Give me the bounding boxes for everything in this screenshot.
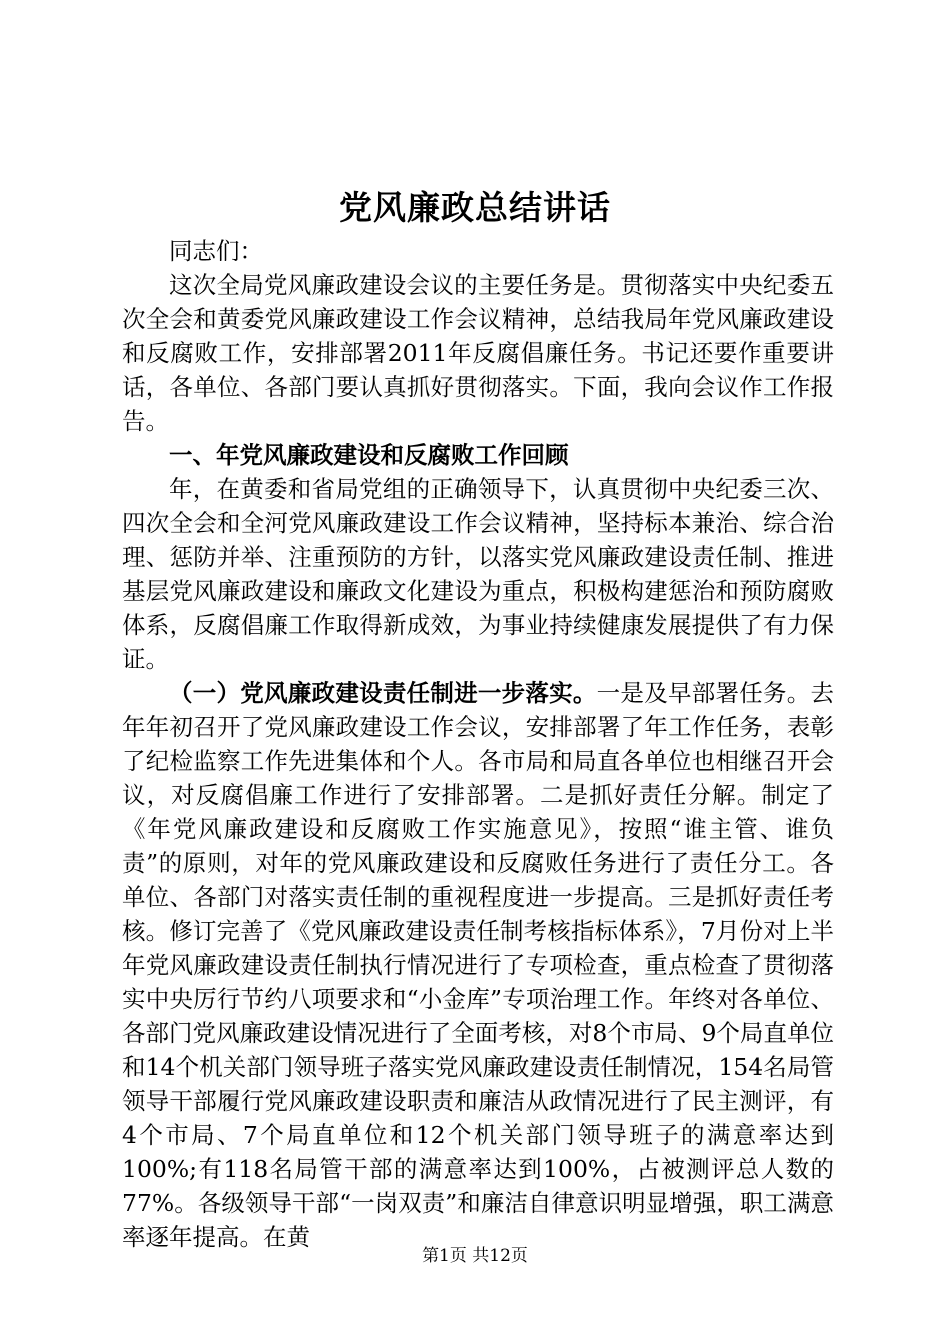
- salutation: 同志们：: [169, 237, 263, 265]
- paragraph-responsibility: [122, 676, 834, 1254]
- section-heading: 一、年党风廉政建设和反腐败工作回顾: [169, 441, 569, 469]
- document-title: 党风廉政总结讲话: [339, 188, 611, 227]
- document-body: [122, 234, 834, 1254]
- paragraph-review: 年，在黄委和省局党组的正确领导下，认真贯彻中央纪委三次、四次全会和全河党风廉政建设工作会议精神，坚持标本兼治、综合治理、惩防并举、注重预防的方针，以落实党风廉政建设责任制、推进基层党风廉政建设和廉政文化建设为重点，积极构建惩治和预防腐败体系，反腐倡廉工作取得新成效，为事业持续健康发展提供了有力保证。: [122, 475, 834, 673]
- subsection-heading: （一）党风廉政建设责任制进一步落实。: [169, 679, 597, 707]
- page-footer: 第1页 共12页: [422, 1246, 528, 1266]
- paragraph-intro: 这次全局党风廉政建设会议的主要任务是。贯彻落实中央纪委五次全会和黄委党风廉政建设工作会议精神，总结我局年党风廉政建设和反腐败工作，安排部署2011年反腐倡廉任务。书记还要作重要讲话，各单位、各部门要认真抓好贯彻落实。下面，我向会议作工作报告。: [122, 271, 834, 435]
- paragraph-responsibility-text: 一是及早部署任务。去年年初召开了党风廉政建设工作会议，安排部署了年工作任务，表彰了纪检监察工作先进集体和个人。各市局和局直各单位也相继召开会议，对反腐倡廉工作进行了安排部署。二是抓好责任分解。制定了《年党风廉政建设和反腐败工作实施意见》，按照“谁主管、谁负责”的原则，对年的党风廉政建设和反腐败任务进行了责任分工。各单位、各部门对落实责任制的重视程度进一步提高。三是抓好责任考核。修订完善了《党风廉政建设责任制考核指标体系》，7月份对上半年党风廉政建设责任制执行情况进行了专项检查，重点检查了贯彻落实中央厉行节约八项要求和“小金库”专项治理工作。年终对各单位、各部门党风廉政建设情况进行了全面考核，对8个市局、9个局直单位和14个机关部门领导班子落实党风廉政建设责任制情况，154名局管领导干部履行党风廉政建设职责和廉洁从政情况进行了民主测评，有4个市局、7个局直单位和12个机关部门领导班子的满意率达到100%;有118名局管干部的满意率达到100%，占被测评总人数的77%。各级领导干部“一岗双责”和廉洁自律意识明显增强，职工满意率逐年提高。在黄: [122, 679, 835, 1251]
